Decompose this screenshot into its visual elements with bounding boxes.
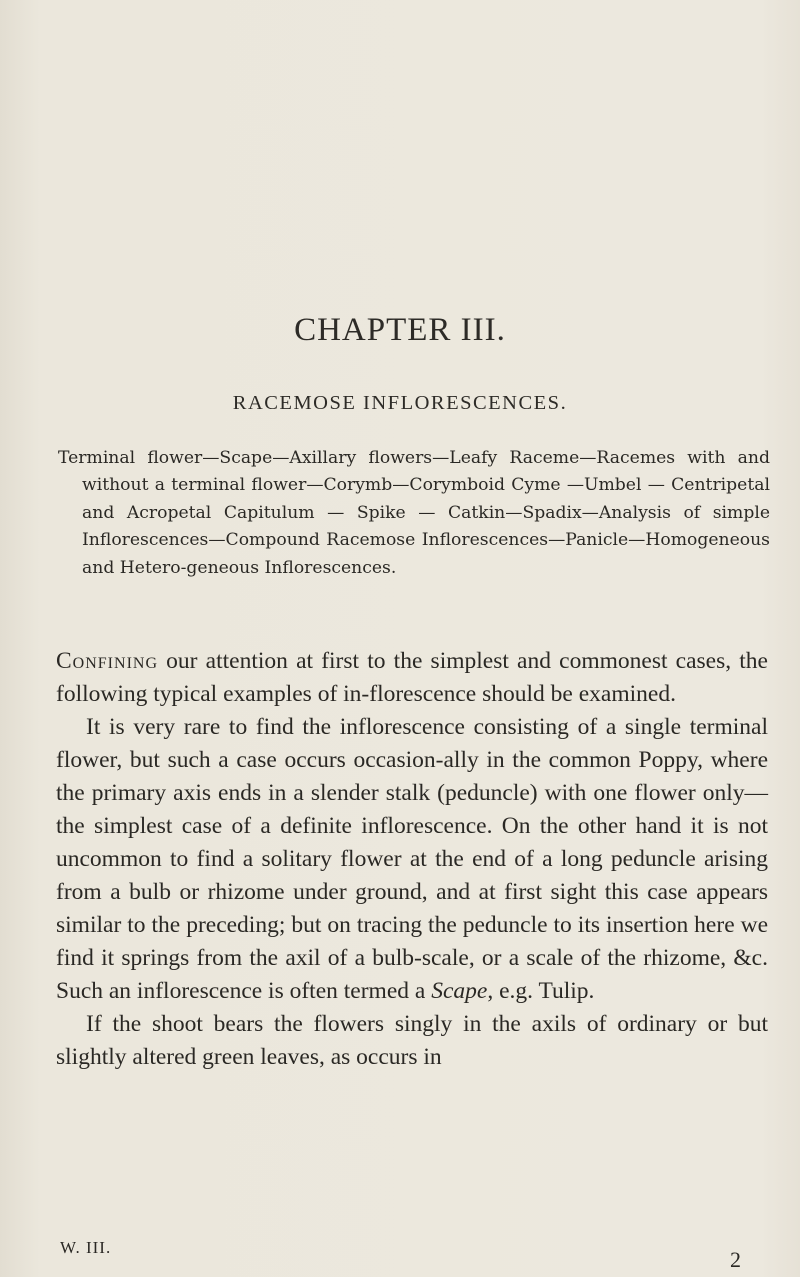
paragraph-1	[56, 645, 768, 711]
chapter-summary	[58, 445, 770, 582]
paragraph-2	[56, 711, 768, 1008]
paragraph-1-rest: our attention at first to the simplest and commonest cases, the following typical examples of in-florescence should be examined.	[56, 648, 768, 707]
paragraph-3-text: If the shoot bears the flowers singly in the axils of ordinary or but slightly altered green leaves, as occurs in	[56, 1011, 768, 1070]
paragraph-2-scape-term: Scape	[431, 978, 488, 1004]
paragraph-3	[56, 1008, 768, 1074]
paragraph-2-end: , e.g. Tulip.	[487, 978, 595, 1004]
paragraph-2-text: It is very rare to find the inflorescence consisting of a single terminal flower, but such a case occurs occasion-ally in the common Poppy, where the primary axis ends in a slender stalk (peduncle) with one flower only—the simplest case of a definite inflorescence. On the other hand it is not uncommon to find a solitary flower at the end of a long peduncle arising from a bulb or rhizome under ground, and at first sight this case appears similar to the preceding; but on tracing the peduncle to its insertion here we find it springs from the axil of a bulb-scale, or a scale of the rhizome, &c. Such an inflorescence is often termed a	[56, 714, 768, 1004]
chapter-title: CHAPTER III.	[294, 312, 506, 348]
page-number: 2	[730, 1247, 741, 1272]
paragraph-1-lead: Confining	[56, 648, 159, 674]
section-title: RACEMOSE INFLORESCENCES.	[232, 392, 568, 414]
signature-mark: W. III.	[60, 1238, 112, 1257]
summary-text: Terminal flower—Scape—Axillary flowers—Leafy Raceme—Racemes with and without a terminal flower—Corymb—Corymboid Cyme —Umbel — Centripetal and Acropetal Capitulum — Spike — Catkin—Spadix—Analysis of simple Inflorescences—Compound Racemose Inflorescences—Panicle—Homogeneous and Hetero-geneous Inflorescences.	[58, 448, 770, 578]
body-text	[56, 645, 768, 1074]
